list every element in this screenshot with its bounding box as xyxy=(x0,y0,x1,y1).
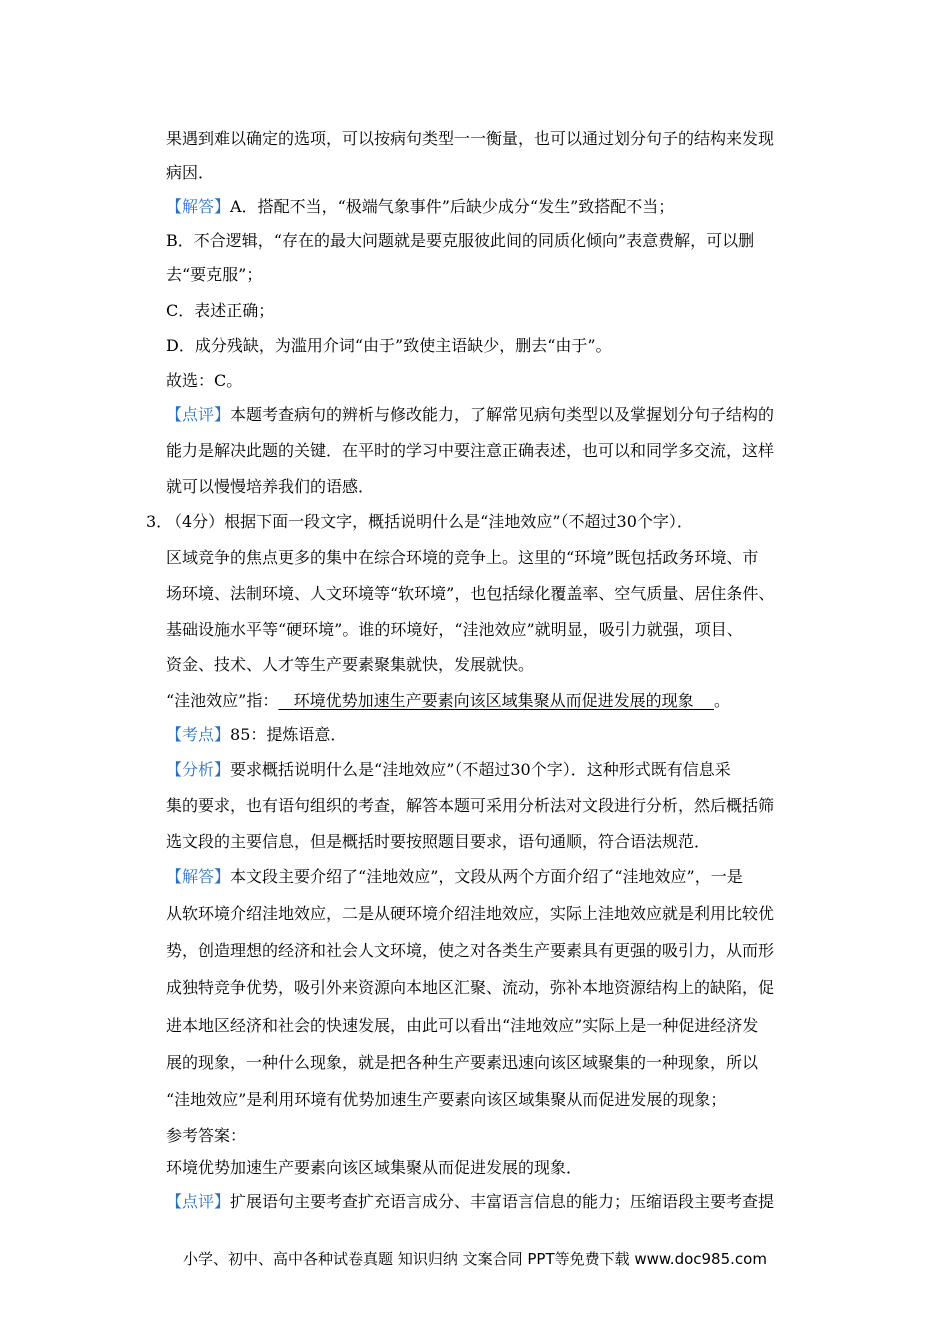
text-line: 资金、技术、人才等生产要素聚集就快，发展就快。 xyxy=(166,655,535,674)
text-line: 进本地区经济和社会的快速发展，由此可以看出“洼地效应”实际上是一种促进经济发 xyxy=(166,1016,759,1035)
text-line: 势，创造理想的经济和社会人文环境，使之对各类生产要素具有更强的吸引力，从而形 xyxy=(166,941,775,960)
text-span: 本文段主要介绍了“洼地效应”，文段从两个方面介绍了“洼地效应”，一是 xyxy=(230,867,743,886)
text-line: 展的现象，一种什么现象，就是把各种生产要素迅速向该区域聚集的一种现象，所以 xyxy=(166,1053,759,1072)
text-line xyxy=(166,1192,826,1212)
text-line: 就可以慢慢培养我们的语感． xyxy=(166,477,375,496)
text-line: 成独特竞争优势，吸引外来资源向本地区汇聚、流动，弥补本地资源结构上的缺陷，促 xyxy=(166,978,775,997)
text-line xyxy=(166,867,826,887)
text-line: 能力是解决此题的关键．在平时的学习中要注意正确表述，也可以和同学多交流，这样 xyxy=(166,441,775,460)
text-line: 场环境、法制环境、人文环境等“软环境”，也包括绿化覆盖率、空气质量、居住条件、 xyxy=(166,584,775,603)
text-line: 病因． xyxy=(166,163,215,182)
text-line: B．不合逻辑，“存在的最大问题就是要克服彼此间的同质化倾向”表意费解，可以删 xyxy=(166,231,755,250)
text-line: 环境优势加速生产要素向该区域集聚从而促进发展的现象． xyxy=(166,1158,583,1177)
text-line: 故选：C。 xyxy=(166,371,243,390)
text-line: 区域竞争的焦点更多的集中在综合环境的竞争上。这里的“环境”既包括政务环境、市 xyxy=(166,548,759,567)
text-span: A．搭配不当，“极端气象事件”后缺少成分“发生”致搭配不当； xyxy=(230,197,675,216)
text-line: 参考答案： xyxy=(166,1126,247,1145)
comment-tag: 【点评】 xyxy=(166,1192,231,1211)
text-line xyxy=(166,405,826,425)
text-line: D．成分残缺，为滥用介词“由于”致使主语缺少，删去“由于”。 xyxy=(166,336,612,355)
comment-tag: 【点评】 xyxy=(166,405,231,424)
text-span: 本题考查病句的辨析与修改能力，了解常见病句类型以及掌握划分句子结构的 xyxy=(230,405,775,424)
text-span: “洼池效应”指： xyxy=(166,691,279,710)
text-span: 扩展语句主要考查扩充语言成分、丰富语言信息的能力；压缩语段主要考查提 xyxy=(230,1192,775,1211)
text-line: 选文段的主要信息，但是概括时要按照题目要求，语句通顺，符合语法规范． xyxy=(166,832,711,851)
kaodian-tag: 【考点】 xyxy=(166,725,231,744)
answer-tag: 【解答】 xyxy=(166,867,231,886)
question-stem: （4分）根据下面一段文字，概括说明什么是“洼地效应”（不超过30个字）． xyxy=(166,512,693,531)
text-span: 85：提炼语意． xyxy=(230,725,347,744)
text-line: “洼地效应”是利用环境有优势加速生产要素向该区域集聚从而促进发展的现象； xyxy=(166,1090,727,1109)
text-line: 从软环境介绍洼地效应，二是从硬环境介绍洼地效应，实际上洼地效应就是利用比较优 xyxy=(166,904,775,923)
text-span: 要求概括说明什么是“洼地效应”（不超过30个字）．这种形式既有信息采 xyxy=(230,760,731,779)
answer-line xyxy=(166,691,826,711)
answer-tag: 【解答】 xyxy=(166,197,231,216)
question-number: 3． xyxy=(146,512,173,531)
text-line: 去“要克服”； xyxy=(166,265,263,284)
page-footer: 小学、初中、高中各种试卷真题 知识归纳 文案合同 PPT等免费下载 www.doc985.com xyxy=(183,1250,767,1268)
text-line: 果遇到难以确定的选项，可以按病句类型一一衡量，也可以通过划分句子的结构来发现 xyxy=(166,129,775,148)
text-line: 基础设施水平等“硬环境”。谁的环境好，“洼池效应”就明显，吸引力就强，项目、 xyxy=(166,620,743,639)
text-line xyxy=(166,760,826,780)
text-line xyxy=(166,197,826,217)
text-line: C．表述正确； xyxy=(166,301,275,320)
text-line: 集的要求，也有语句组织的考查，解答本题可采用分析法对文段进行分析，然后概括筛 xyxy=(166,796,775,815)
text-span: 环境优势加速生产要素向该区域集聚从而促进发展的现象 xyxy=(293,691,694,710)
text-span: 。 xyxy=(714,691,731,710)
analysis-tag: 【分析】 xyxy=(166,760,231,779)
filled-answer-blank xyxy=(278,691,714,710)
text-line xyxy=(166,725,826,745)
